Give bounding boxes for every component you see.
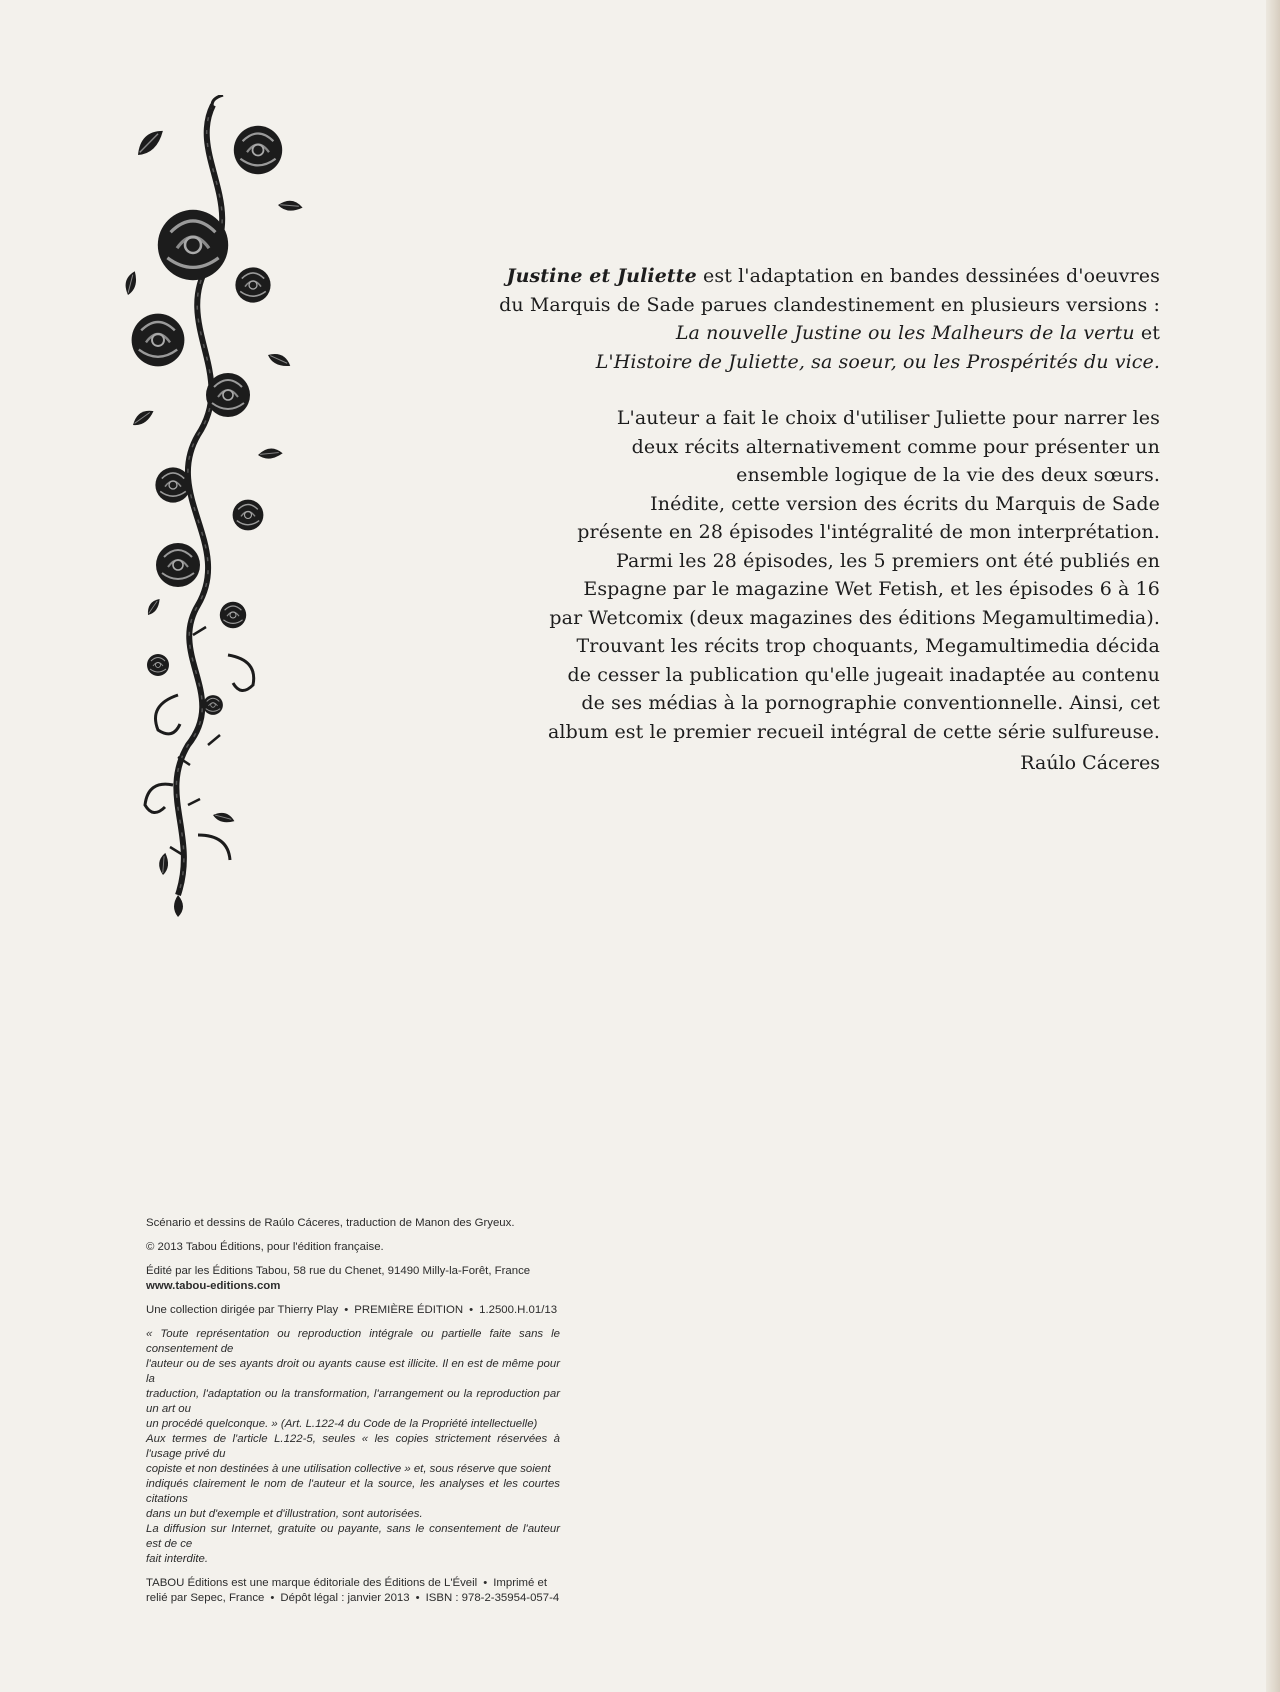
imprint-brand: TABOU Éditions est une marque éditoriale des Éditions de L'Éveil <box>146 1577 478 1589</box>
author-signature: Raúlo Cáceres <box>1020 752 1160 774</box>
intro-line: Inédite, cette version des écrits du Marquis de Sade <box>650 492 1160 515</box>
intro-paragraph-1 <box>480 262 1160 376</box>
intro-line: par Wetcomix (deux magazines des éditions Megamultimedia). <box>549 606 1160 629</box>
intro-line: de ses médias à la pornographie conventionnelle. Ainsi, cet <box>581 692 1160 714</box>
collection-director: Une collection dirigée par Thierry Play <box>146 1304 339 1316</box>
website-link[interactable]: www.tabou-editions.com <box>146 1280 281 1292</box>
legal-line: fait interdite. <box>146 1553 209 1565</box>
edition-code: 1.2500.H.01/13 <box>479 1304 558 1316</box>
legal-line: l'auteur ou de ses ayants droit ou ayants cause est illicite. Il en est de même pour la <box>146 1358 560 1385</box>
introduction-text <box>480 262 1160 746</box>
intro-line: présente en 28 épisodes l'intégralité de mon interprétation. <box>577 521 1160 543</box>
legal-line: traduction, l'adaptation ou la transformation, l'arrangement ou la reproduction par un art ou <box>146 1388 560 1415</box>
edition-label: PREMIÈRE ÉDITION <box>354 1304 464 1316</box>
publisher-address: Édité par les Éditions Tabou, 58 rue du Chenet, 91490 Milly-la-Forêt, France <box>146 1265 531 1277</box>
legal-line: Aux termes de l'article L.122-5, seules « les copies strictement réservées à l'usage privé du <box>146 1433 560 1460</box>
imprint-printed: Imprimé et <box>493 1577 548 1589</box>
intro-line: L'auteur a fait le choix d'utiliser Juliette pour narrer les <box>616 407 1160 429</box>
edition-info: Une collection dirigée par Thierry Play • PREMIÈRE ÉDITION • 1.2500.H.01/13 <box>146 1304 558 1316</box>
legal-line: copiste et non destinées à une utilisation collective » et, sous réserve que soient <box>146 1463 551 1475</box>
copyright: © 2013 Tabou Éditions, pour l'édition française. <box>146 1241 384 1253</box>
intro-text: du Marquis de Sade parues clandestinement en plusieurs versions : <box>499 293 1160 316</box>
intro-text: est l'adaptation en bandes dessinées d'oeuvres <box>696 265 1160 287</box>
intro-line: deux récits alternativement comme pour présenter un <box>631 435 1160 458</box>
intro-paragraph-2 <box>480 404 1160 746</box>
imprint-info: TABOU Éditions est une marque éditoriale des Éditions de L'Éveil • Imprimé et relié par Sepec, France • Dépôt légal : janvier 2013 • ISBN : 978-2-35954-057-4 <box>146 1577 560 1604</box>
legal-line: dans un but d'exemple et d'illustration, sont autorisées. <box>146 1508 423 1520</box>
imprint-printer: relié par Sepec, France <box>146 1592 265 1604</box>
isbn: ISBN : 978-2-35954-057-4 <box>425 1592 560 1604</box>
intro-line: ensemble logique de la vie des deux sœurs. <box>736 464 1160 486</box>
intro-line: Trouvant les récits trop choquants, Megamultimedia décida <box>576 635 1160 657</box>
page-edge <box>1266 0 1280 1692</box>
rose-vine-ornament-icon <box>118 95 318 925</box>
colophon <box>146 1216 560 1615</box>
legal-line: « Toute représentation ou reproduction intégrale ou partielle faite sans le consentement de <box>146 1328 560 1355</box>
legal-notice <box>146 1327 560 1567</box>
publisher-info <box>146 1264 560 1294</box>
intro-line: Parmi les 28 épisodes, les 5 premiers ont été publiés en <box>616 549 1160 572</box>
intro-line: de cesser la publication qu'elle jugeait inadaptée au contenu <box>567 663 1160 686</box>
intro-line: album est le premier recueil intégral de cette série sulfureuse. <box>547 720 1160 743</box>
credits: Scénario et dessins de Raúlo Cáceres, traduction de Manon des Gryeux. <box>146 1217 515 1229</box>
intro-text: et <box>1134 322 1160 344</box>
book-title: Justine et Juliette <box>506 265 697 287</box>
intro-line: Espagne par le magazine Wet Fetish, et les épisodes 6 à 16 <box>583 578 1160 600</box>
work-title: L'Histoire de Juliette, sa soeur, ou les Prospérités du vice. <box>595 350 1160 373</box>
legal-line: La diffusion sur Internet, gratuite ou payante, sans le consentement de l'auteur est de ce <box>146 1523 560 1550</box>
legal-line: un procédé quelconque. » (Art. L.122-4 du Code de la Propriété intellectuelle) <box>146 1418 538 1430</box>
work-title: La nouvelle Justine ou les Malheurs de la vertu <box>675 322 1135 344</box>
legal-deposit: Dépôt légal : janvier 2013 <box>280 1592 410 1604</box>
legal-line: indiqués clairement le nom de l'auteur et la source, les analyses et les courtes citations <box>146 1478 560 1505</box>
